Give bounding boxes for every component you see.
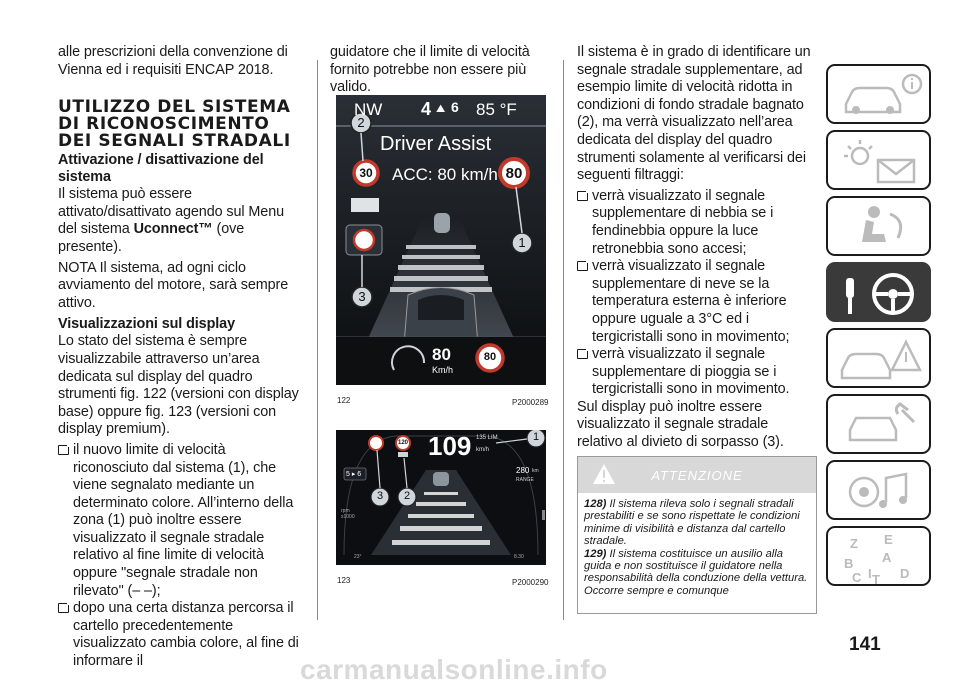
warning-item: 128) Il sistema rileva solo i segnali stradali prestabiliti e se sono rispettate le condizioni minime di visibilità e distanza dal cartello stradale. [584,498,800,548]
bullet-item: il nuovo limite di velocità riconosciuto dal sistema (1), che viene segnalato mediante un determinato colore. All’interno della zona (1) può inoltre essere visualizzato il segnale stradale relativo al fine limite di velocità oppure "segnale stradale non rilevato" (– –); [58,442,304,600]
gear-shift-icon: ⛰ [436,103,446,115]
uconnect-label: Uconnect™ [133,221,213,238]
figure-122-display [336,95,546,385]
column-divider [317,60,318,620]
figure-123-display [336,430,546,565]
bullet-item: verrà visualizzato il segnale supplementare di pioggia se i tergicristalli sono in movimento. [577,346,817,399]
checkbox-bullet-icon [58,603,69,613]
warning-item: 129) Il sistema costituisce un ausilio alla guida e non sostituisce il guidatore nella responsabilità della conduzione della vettura. Occorre sempre e comunque [584,547,808,597]
continued-text: guidatore che il limite di velocità fornito potrebbe non essere più valido. [330,44,530,96]
gear-indicator: 4 [421,99,432,119]
tab-multimedia[interactable] [826,460,931,520]
activation-text: Il sistema può essere attivato/disattivato agendo sul Menu del sistema Uconnect™ (ove presente). [58,186,284,255]
intro-text: alle prescrizioni della convenzione di Vienna ed i requisiti ENCAP 2018. [58,44,288,78]
overtaking-text: Sul display può inoltre essere visualizzato il segnale stradale relativo al divieto di sorpasso (3). [577,398,784,451]
tab-maintenance[interactable] [826,394,931,454]
warning-triangle-icon [592,463,616,485]
checkbox-bullet-icon [577,191,588,201]
figure-code: P2000290 [512,578,549,587]
outside-temperature: 23° [354,554,362,560]
checkbox-bullet-icon [577,261,588,271]
index-letter: T [872,572,880,587]
tab-starting-driving[interactable] [826,262,931,322]
section-heading: UTILIZZO DEL SISTEMA DI RICONOSCIMENTO DEI SEGNALI STRADALI [58,97,291,152]
subheading-activation: Attivazione / disattivazione del sistema [58,152,264,186]
alphabet-index-icon [828,528,933,588]
tab-lights[interactable] [826,130,931,190]
checkbox-bullet-icon [58,445,69,455]
speed-sign-bottom: 80 [483,351,497,363]
callout-3: 3 [376,490,384,502]
figure-number: 122 [337,396,351,405]
index-letter: B [844,556,854,571]
callout-1: 1 [518,235,526,250]
watermark-text: carmanualsonline.info [300,654,608,683]
seat-airbag-icon [828,198,933,258]
steering-key-icon [828,264,933,324]
wrench-car-icon [828,396,933,456]
driver-assist-title: Driver Assist [380,133,492,155]
gear-badge: 5 ▸ 6 [346,471,362,478]
index-letter: I [868,566,872,581]
multimedia-nav-icon [828,462,933,522]
warning-header [578,457,816,493]
speed-unit: Km/h [432,365,454,375]
index-letter: C [852,570,862,585]
lights-envelope-icon [828,132,933,192]
rpm-label: rpm x1000 [341,508,355,520]
figure-number: 123 [337,576,351,585]
speed-unit: km/h [476,447,490,453]
clock: 8.30 [514,554,524,560]
bullet-item: verrà visualizzato il segnale supplementare di nebbia se i fendinebbia oppure la luce retronebbia sono accesi; [577,188,817,258]
callout-2: 2 [403,490,411,502]
current-speed: 109 [428,431,472,461]
range-label: RANGE [516,477,534,483]
current-speed: 80 [432,345,451,364]
column-middle [330,44,552,100]
bullet-item: verrà visualizzato il segnale supplementare di neve se la temperatura esterna è inferiore oppure uguale a 3°C ed i tergicristalli sono in movimento; [577,258,817,346]
callout-1: 1 [532,431,540,443]
column-left [58,44,304,671]
warning-box [577,456,817,614]
callout-2: 2 [357,115,365,130]
column-right [577,44,817,455]
dashboard-car-info-icon [828,66,933,126]
page-number: 141 [849,634,881,655]
range-value: 280 [516,466,530,475]
figure-code: P2000289 [512,398,549,407]
index-letter: A [882,550,892,565]
outside-temperature: 85 °F [476,100,517,119]
subheading-display: Visualizzazioni sul display [58,316,235,333]
tab-safety[interactable] [826,196,931,256]
range-unit: km [532,468,539,474]
display-text: Lo stato del sistema è sempre visualizzabile attraverso un’area dedicata sul display del quadro strumenti fig. 122 (versioni con display base) oppure fig. 123 (versioni con display premium). [58,333,299,438]
note-text: NOTA Il sistema, ad ogni ciclo avviamento del motore, sarà sempre attivo. [58,259,289,311]
tab-emergency[interactable] [826,328,931,388]
callout-3: 3 [358,289,366,304]
warning-title: ATTENZIONE [651,467,743,483]
index-letter: D [900,566,910,581]
speed-limit-sign: 120 [397,440,408,446]
acc-setting: ACC: 80 km/h [392,165,498,184]
bullet-item: dopo una certa distanza percorsa il cartello precedentemente visualizzato cambia colore, al fine di informare il [58,600,304,670]
warning-body [578,493,816,602]
compass-direction: NW [354,100,383,119]
tab-dashboard[interactable] [826,64,931,124]
checkbox-bullet-icon [577,349,588,359]
tab-index[interactable] [826,526,931,586]
column-divider [563,60,564,620]
gear-suggestion: 6 [451,99,459,115]
index-letter: Z [850,536,858,551]
speed-limit-small: 135 LIM [476,435,498,441]
speed-sign-left: 30 [359,166,373,180]
warning-accident-icon [828,330,933,390]
supplementary-sign-text: Il sistema è in grado di identificare un segnale stradale supplementare, ad esempio limite di velocità ridotta in condizioni di fondo stradale bagnato (2), ma verrà visualizzato nell’area dedicata del display del quadro strumenti solamente al verificarsi dei seguenti filtraggi: [577,44,811,184]
speed-sign-right: 80 [505,165,523,182]
index-letter: E [884,532,893,547]
